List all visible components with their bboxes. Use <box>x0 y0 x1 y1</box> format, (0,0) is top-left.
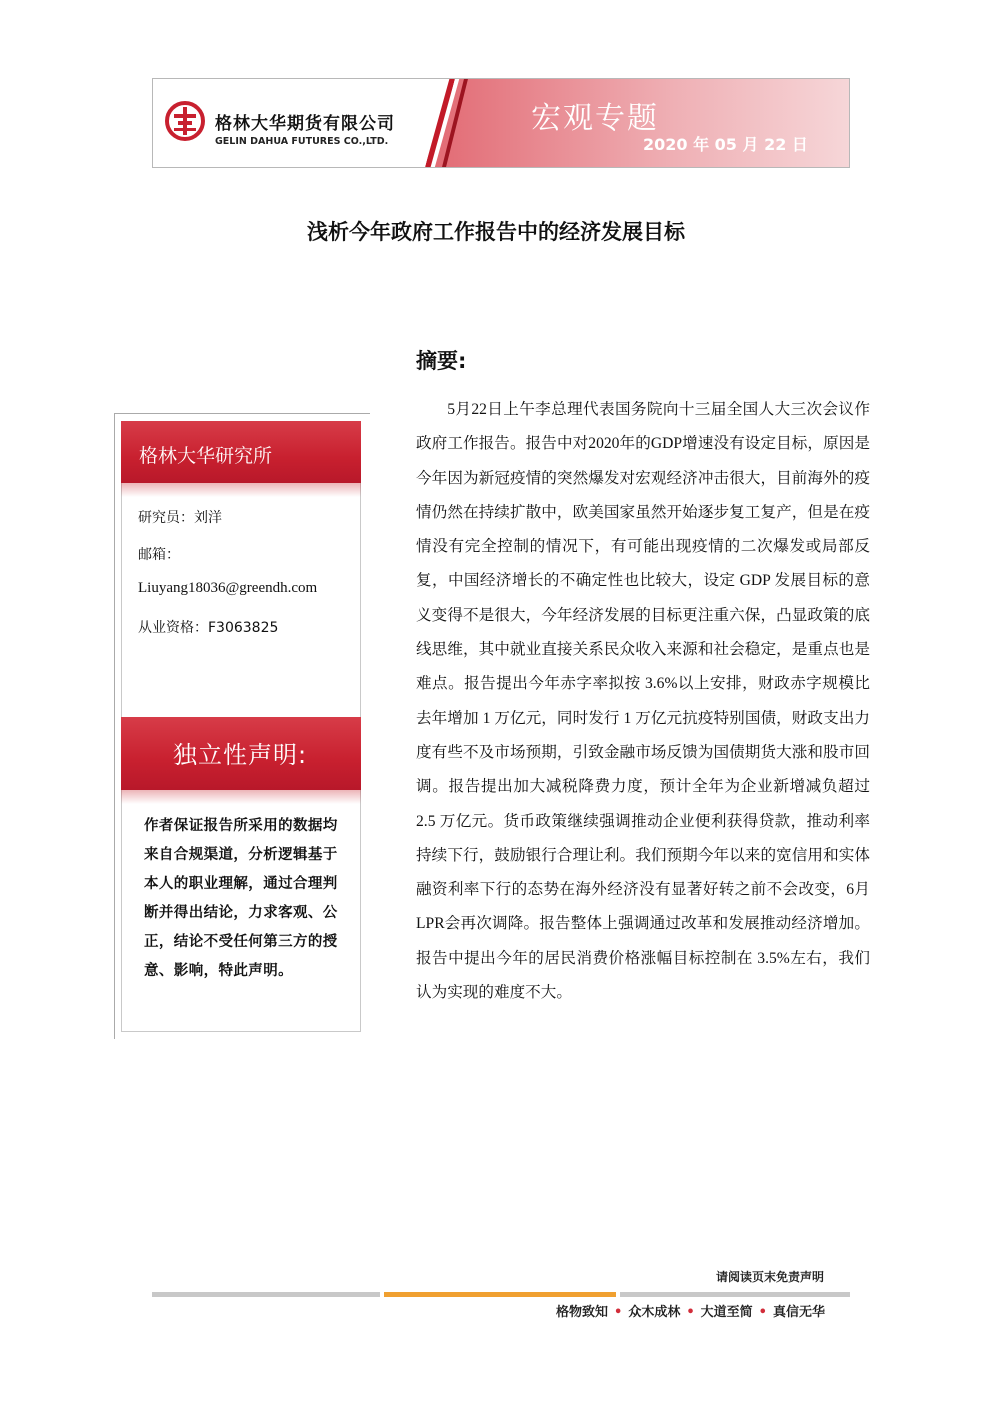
sidebar-divider <box>114 413 370 414</box>
company-name-en: GELIN DAHUA FUTURES CO.,LTD. <box>215 136 389 147</box>
company-logo-icon <box>165 101 205 141</box>
report-date: 2020 年 05 月 22 日 <box>643 135 808 154</box>
email-link[interactable]: Liuyang18036@greendh.com <box>138 580 318 596</box>
license-number: 从业资格：F3063825 <box>138 620 279 636</box>
abstract-body: 5月22日上午李总理代表国务院向十三届全国人大三次会议作政府工作报告。报告中对2020年的GDP增速没有设定目标，原因是今年因为新冠疫情的突然爆发对宏观经济冲击很大，目前海外的疫情仍然在持续扩散中，欧美国家虽然开始逐步复工复产，但是在疫情没有完全控制的情况下，有可能出现疫情的二次爆发或局部反复，中国经济增长的不确定性也比较大，设定 GDP 发展目标的意义变得不是很大，今年经济发展的目标更注重六保，凸显政策的底线思维，其中就业直接关系民众收入来源和社会稳定，是重点也是难点。报告提出今年赤字率拟按 3.6%以上安排，财政赤字规模比去年增加 1 万亿元，同时发行 1 万亿元抗疫特别国债，财政支出力度有些不及市场预期，引致金融市场反馈为国债期货大涨和股市回调。报告提出加大减税降费力度，预计全年为企业新增减负超过 2.5 万亿元。货币政策继续强调推动企业便利获得贷款，推动利率持续下行，鼓励银行合理让利。我们预期今年以来的宽信用和实体融资利率下行的态势在海外经济没有显著好转之前不会改变，6月LPR会再次调降。报告整体上强调通过改革和发展推动经济增加。报告中提出今年的居民消费价格涨幅目标控制在 3.5%左右，我们认为实现的难度不大。 <box>416 401 870 1002</box>
independence-heading: 独立性声明: <box>121 717 361 790</box>
bullet-icon: • <box>758 1305 767 1320</box>
disclaimer-note: 请阅读页末免责声明 <box>716 1270 825 1284</box>
motto-item: 众木成林 <box>628 1305 681 1320</box>
independence-statement: 作者保证报告所采用的数据均来自合规渠道，分析逻辑基于本人的职业理解，通过合理判断并得出结论，力求客观、公正，结论不受任何第三方的授意、影响，特此声明。 <box>144 818 338 979</box>
section-title: 宏观专题 <box>531 101 659 136</box>
heading-shadow <box>121 790 361 804</box>
company-name-cn: 格林大华期货有限公司 <box>215 114 395 134</box>
institute-heading: 格林大华研究所 <box>121 421 361 483</box>
motto-item: 真信无华 <box>772 1305 825 1320</box>
bullet-icon: • <box>686 1305 695 1320</box>
motto-item: 大道至简 <box>700 1305 753 1320</box>
sidebar-divider <box>114 413 115 1039</box>
email-label: 邮箱： <box>138 547 180 563</box>
heading-shadow <box>121 483 361 497</box>
abstract-heading: 摘要: <box>416 349 467 373</box>
footer-bar <box>152 1292 380 1297</box>
researcher-name: 研究员：刘洋 <box>138 510 222 526</box>
footer-bar <box>620 1292 850 1297</box>
footer-bar <box>384 1292 616 1297</box>
bullet-icon: • <box>614 1305 623 1320</box>
header-banner <box>152 78 850 168</box>
motto-item: 格物致知 <box>556 1305 609 1320</box>
footer-motto <box>556 1301 825 1320</box>
page-title: 浅析今年政府工作报告中的经济发展目标 <box>307 220 685 244</box>
